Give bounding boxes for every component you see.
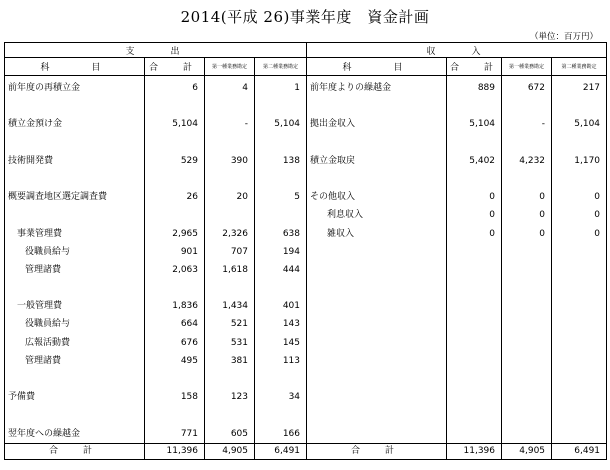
income-second-cell	[552, 388, 607, 406]
expense-total-cell: 2,063	[145, 261, 205, 279]
income-total-cell	[447, 388, 502, 406]
income-first-cell	[502, 425, 552, 444]
income-first-header: 第一種業務勘定	[502, 58, 552, 76]
income-second-cell	[552, 352, 607, 370]
table-row	[5, 352, 607, 370]
expense-subject-header: 科 目	[5, 58, 145, 76]
expense-total-cell: 26	[145, 188, 205, 206]
expense-first-cell: 1,618	[205, 261, 255, 279]
income-first-cell	[502, 406, 552, 424]
expense-total-cell	[145, 206, 205, 224]
expense-grand-total: 11,396	[145, 443, 205, 459]
expense-first-cell	[205, 206, 255, 224]
income-subject-cell: 拠出金収入	[307, 115, 447, 133]
income-total-cell	[447, 370, 502, 388]
expense-total-cell: 2,965	[145, 225, 205, 243]
expense-subject-cell	[5, 134, 145, 152]
income-total-cell	[447, 243, 502, 261]
expense-grand-first: 4,905	[205, 443, 255, 459]
table-row	[5, 297, 607, 315]
income-total-cell	[447, 425, 502, 444]
expense-second-header: 第二種業務勘定	[255, 58, 307, 76]
income-second-cell	[552, 315, 607, 333]
income-total-cell	[447, 297, 502, 315]
expense-second-cell	[255, 134, 307, 152]
expense-second-cell: 194	[255, 243, 307, 261]
income-second-cell	[552, 279, 607, 297]
income-first-cell	[502, 352, 552, 370]
expense-first-cell: 123	[205, 388, 255, 406]
income-second-cell: 1,170	[552, 152, 607, 170]
expense-second-cell	[255, 279, 307, 297]
expense-subject-cell: 予備費	[5, 388, 145, 406]
income-second-cell	[552, 170, 607, 188]
expense-subject-cell	[5, 97, 145, 115]
income-first-cell	[502, 170, 552, 188]
expense-total-cell: 6	[145, 76, 205, 98]
expense-subject-cell: 管理諸費	[5, 352, 145, 370]
income-second-cell: 5,104	[552, 115, 607, 133]
table-row	[5, 134, 607, 152]
expense-grand-second: 6,491	[255, 443, 307, 459]
expense-first-cell	[205, 97, 255, 115]
income-first-cell	[502, 297, 552, 315]
expense-second-cell	[255, 170, 307, 188]
table-row	[5, 334, 607, 352]
income-second-cell: 0	[552, 206, 607, 224]
table-row	[5, 243, 607, 261]
income-subject-cell	[307, 388, 447, 406]
expense-second-cell	[255, 97, 307, 115]
expense-first-cell: 2,326	[205, 225, 255, 243]
income-subject-cell	[307, 243, 447, 261]
income-total-cell: 0	[447, 225, 502, 243]
expense-subject-cell: 翌年度への繰越金	[5, 425, 145, 444]
expense-subject-cell	[5, 370, 145, 388]
expense-second-cell: 145	[255, 334, 307, 352]
income-subject-header: 科 目	[307, 58, 447, 76]
expense-second-cell	[255, 406, 307, 424]
table-row	[5, 370, 607, 388]
income-total-cell	[447, 315, 502, 333]
expense-total-cell: 771	[145, 425, 205, 444]
income-first-cell	[502, 279, 552, 297]
expense-subject-cell: 役職員給与	[5, 243, 145, 261]
expense-first-cell: 390	[205, 152, 255, 170]
expense-subject-cell	[5, 279, 145, 297]
income-total-cell	[447, 279, 502, 297]
expense-subject-cell	[5, 206, 145, 224]
table-row	[5, 225, 607, 243]
income-subject-cell	[307, 406, 447, 424]
income-second-header: 第二種業務勘定	[552, 58, 607, 76]
income-second-cell	[552, 297, 607, 315]
expense-second-cell: 166	[255, 425, 307, 444]
expense-total-cell: 664	[145, 315, 205, 333]
expense-first-header: 第一種業務勘定	[205, 58, 255, 76]
expense-first-cell: 381	[205, 352, 255, 370]
expense-second-cell: 444	[255, 261, 307, 279]
expense-total-cell	[145, 279, 205, 297]
income-total-cell: 5,104	[447, 115, 502, 133]
expense-total-cell: 529	[145, 152, 205, 170]
income-first-cell	[502, 134, 552, 152]
table-row	[5, 315, 607, 333]
income-subject-cell	[307, 334, 447, 352]
expense-header: 支 出	[5, 43, 307, 58]
expense-subject-cell: 役職員給与	[5, 315, 145, 333]
income-second-cell	[552, 243, 607, 261]
expense-first-cell: 20	[205, 188, 255, 206]
income-first-cell	[502, 388, 552, 406]
income-second-cell	[552, 406, 607, 424]
income-subject-cell	[307, 97, 447, 115]
unit-note: （単位：百万円）	[529, 32, 598, 42]
expense-second-cell	[255, 206, 307, 224]
expense-subject-cell	[5, 170, 145, 188]
expense-total-cell	[145, 370, 205, 388]
income-subject-cell	[307, 170, 447, 188]
income-second-cell	[552, 261, 607, 279]
expense-total-cell	[145, 170, 205, 188]
expense-total-header: 合 計	[145, 58, 205, 76]
income-subject-cell: 積立金取戻	[307, 152, 447, 170]
expense-total-cell	[145, 97, 205, 115]
income-second-cell	[552, 97, 607, 115]
income-total-cell	[447, 406, 502, 424]
income-second-cell	[552, 334, 607, 352]
income-second-cell	[552, 134, 607, 152]
income-total-cell: 5,402	[447, 152, 502, 170]
expense-second-cell: 113	[255, 352, 307, 370]
expense-second-cell: 401	[255, 297, 307, 315]
expense-subject-cell: 概要調査地区選定調査費	[5, 188, 145, 206]
expense-total-cell: 495	[145, 352, 205, 370]
income-first-cell	[502, 261, 552, 279]
expense-first-cell: 531	[205, 334, 255, 352]
income-subject-cell	[307, 279, 447, 297]
table-row	[5, 279, 607, 297]
income-subject-cell: 雑収入	[307, 225, 447, 243]
funding-plan-table	[4, 42, 607, 460]
income-subject-cell: その他収入	[307, 188, 447, 206]
table-row	[5, 261, 607, 279]
expense-second-cell: 34	[255, 388, 307, 406]
income-subject-cell	[307, 134, 447, 152]
expense-total-cell	[145, 406, 205, 424]
expense-second-cell: 5,104	[255, 115, 307, 133]
income-first-cell: 0	[502, 225, 552, 243]
section-header-row	[5, 43, 607, 58]
income-first-cell	[502, 97, 552, 115]
income-second-cell: 217	[552, 76, 607, 98]
table-row	[5, 425, 607, 444]
income-total-cell: 889	[447, 76, 502, 98]
expense-first-cell	[205, 134, 255, 152]
expense-first-cell: 605	[205, 425, 255, 444]
income-first-cell: 0	[502, 206, 552, 224]
total-row	[5, 443, 607, 459]
income-grand-second: 6,491	[552, 443, 607, 459]
expense-second-cell: 5	[255, 188, 307, 206]
income-subject-cell: 利息収入	[307, 206, 447, 224]
expense-first-cell: -	[205, 115, 255, 133]
table-row	[5, 115, 607, 133]
expense-subject-cell: 前年度の再積立金	[5, 76, 145, 98]
income-first-cell	[502, 315, 552, 333]
expense-first-cell	[205, 406, 255, 424]
income-subject-cell	[307, 425, 447, 444]
income-total-cell	[447, 352, 502, 370]
income-header: 収 入	[307, 43, 607, 58]
expense-subject-cell: 積立金預け金	[5, 115, 145, 133]
income-second-cell	[552, 370, 607, 388]
income-total-cell: 0	[447, 188, 502, 206]
table-row	[5, 188, 607, 206]
expense-subject-cell	[5, 406, 145, 424]
expense-subject-cell: 事業管理費	[5, 225, 145, 243]
expense-first-cell	[205, 170, 255, 188]
expense-total-cell: 158	[145, 388, 205, 406]
income-total-cell	[447, 97, 502, 115]
income-first-cell	[502, 334, 552, 352]
column-header-row	[5, 58, 607, 76]
income-total-header: 合 計	[447, 58, 502, 76]
income-first-cell: 0	[502, 188, 552, 206]
income-first-cell: 4,232	[502, 152, 552, 170]
income-subject-cell	[307, 315, 447, 333]
expense-first-cell: 1,434	[205, 297, 255, 315]
table-row	[5, 170, 607, 188]
expense-subject-cell: 技術開発費	[5, 152, 145, 170]
income-grand-total: 11,396	[447, 443, 502, 459]
expense-first-cell	[205, 279, 255, 297]
expense-second-cell: 638	[255, 225, 307, 243]
income-grand-first: 4,905	[502, 443, 552, 459]
expense-subject-cell: 一般管理費	[5, 297, 145, 315]
income-total-cell	[447, 170, 502, 188]
income-second-cell: 0	[552, 225, 607, 243]
income-total-cell	[447, 334, 502, 352]
expense-second-cell: 1	[255, 76, 307, 98]
income-second-cell	[552, 425, 607, 444]
income-total-cell	[447, 134, 502, 152]
income-subject-cell	[307, 297, 447, 315]
expense-subject-cell: 広報活動費	[5, 334, 145, 352]
table-row	[5, 76, 607, 98]
income-first-cell: 672	[502, 76, 552, 98]
income-first-cell: -	[502, 115, 552, 133]
table-row	[5, 206, 607, 224]
expense-second-cell: 138	[255, 152, 307, 170]
expense-first-cell: 521	[205, 315, 255, 333]
expense-first-cell: 4	[205, 76, 255, 98]
income-total-cell	[447, 261, 502, 279]
income-total-cell: 0	[447, 206, 502, 224]
income-first-cell	[502, 243, 552, 261]
income-subject-cell	[307, 352, 447, 370]
expense-total-cell: 1,836	[145, 297, 205, 315]
expense-total-cell: 676	[145, 334, 205, 352]
expense-first-cell: 707	[205, 243, 255, 261]
expense-total-cell	[145, 134, 205, 152]
expense-total-label: 合 計	[5, 443, 145, 459]
table-row	[5, 406, 607, 424]
page-title: 2014(平成 26)事業年度 資金計画	[180, 8, 430, 26]
expense-total-cell: 5,104	[145, 115, 205, 133]
table-body	[5, 76, 607, 444]
income-subject-cell: 前年度よりの繰越金	[307, 76, 447, 98]
table-row	[5, 388, 607, 406]
expense-total-cell: 901	[145, 243, 205, 261]
table-row	[5, 97, 607, 115]
income-first-cell	[502, 370, 552, 388]
expense-first-cell	[205, 370, 255, 388]
expense-subject-cell: 管理諸費	[5, 261, 145, 279]
income-second-cell: 0	[552, 188, 607, 206]
table-row	[5, 152, 607, 170]
income-subject-cell	[307, 261, 447, 279]
income-subject-cell	[307, 370, 447, 388]
income-total-label: 合 計	[307, 443, 447, 459]
expense-second-cell	[255, 370, 307, 388]
expense-second-cell: 143	[255, 315, 307, 333]
